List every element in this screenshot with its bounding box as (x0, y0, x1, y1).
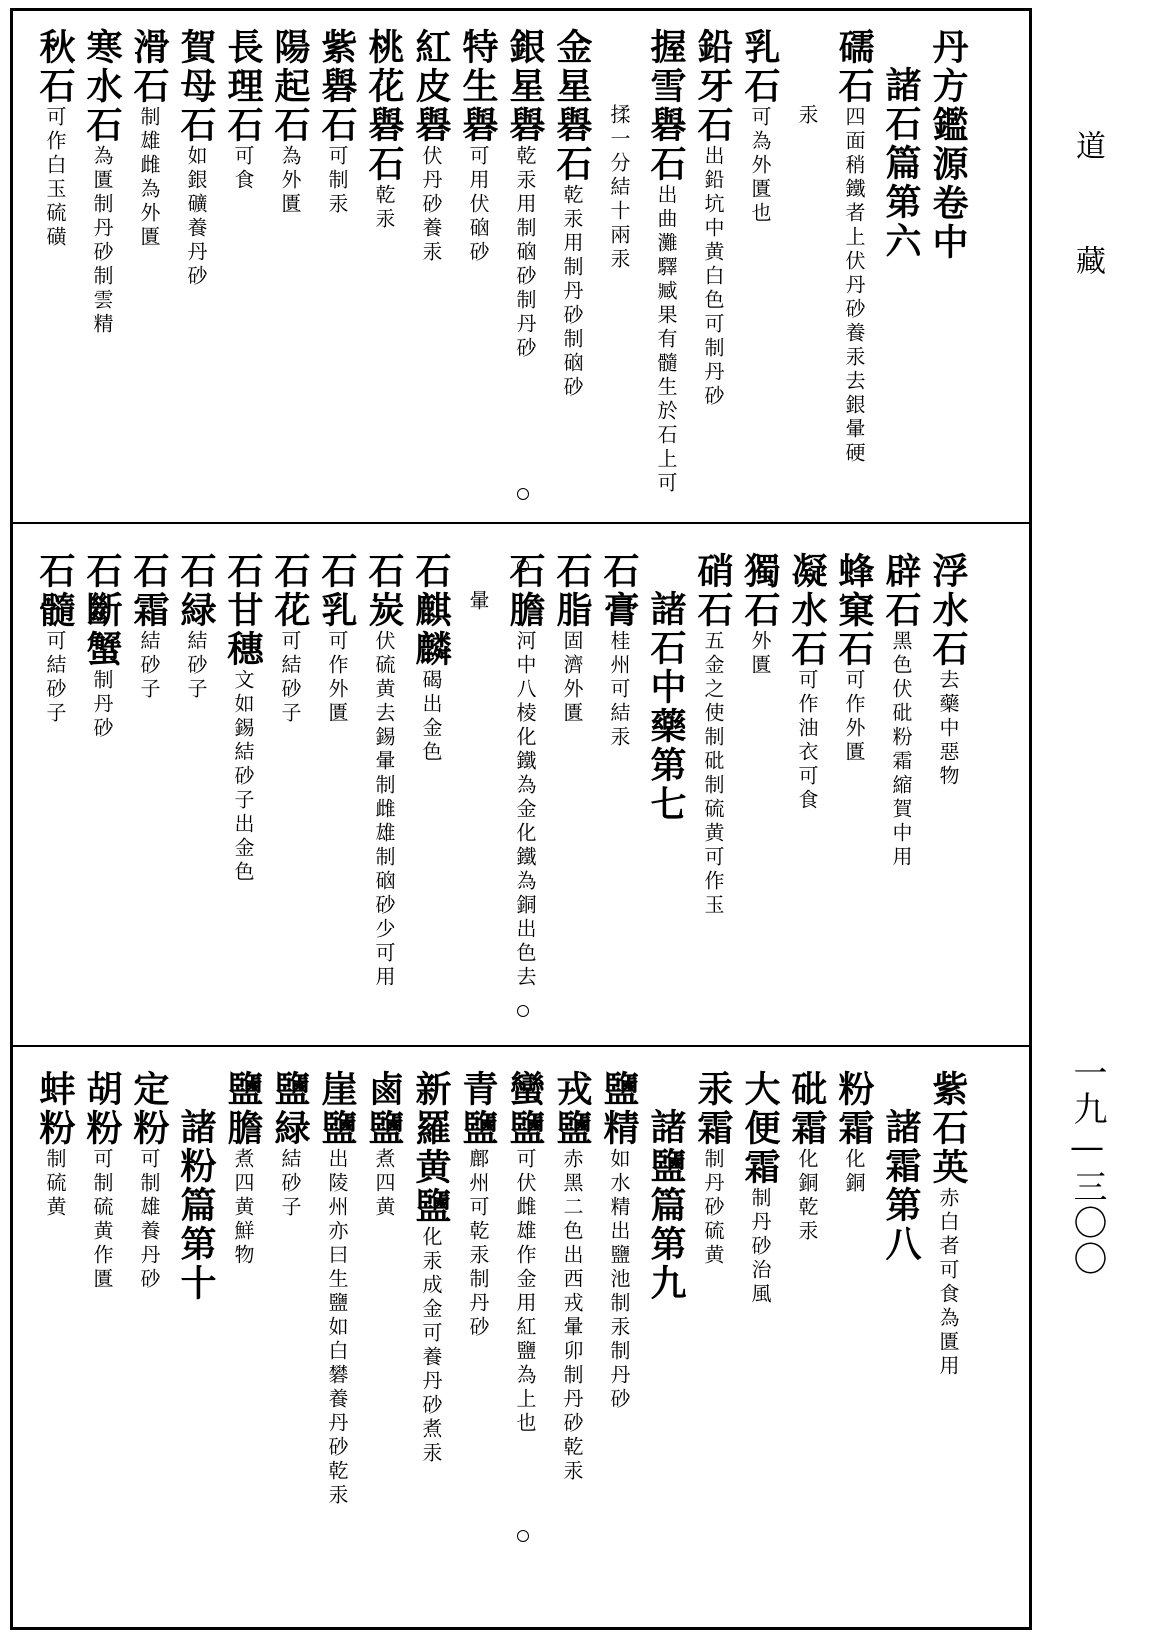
text-column (927, 1070, 969, 1379)
text-column (410, 552, 452, 765)
column-main-text: 蠻鹽 (504, 1070, 546, 1148)
column-annotation: 可制硫黄作匱 (90, 1148, 114, 1292)
column-annotation: 制硫黄 (43, 1148, 67, 1220)
column-main-text: 鹽精 (598, 1070, 640, 1148)
column-main-text: 石斷蟹 (81, 552, 123, 669)
column-annotation: 化銅乾汞 (795, 1148, 819, 1244)
text-column (645, 590, 687, 824)
text-column (363, 1070, 405, 1220)
text-column (34, 1070, 76, 1220)
column-main-text: 乳石 (739, 28, 781, 106)
column-main-text: 桃花礜石 (363, 28, 405, 184)
column-annotation: 可結砂子 (278, 630, 302, 726)
column-main-text: 砒霜 (786, 1070, 828, 1148)
text-column (269, 552, 311, 726)
column-main-text: 青鹽 (457, 1070, 499, 1148)
column-main-text: 石炭 (363, 552, 405, 630)
text-column (457, 28, 499, 265)
column-main-text: 寒水石 (81, 28, 123, 145)
circle-mark (517, 488, 529, 500)
column-annotation: 化銅 (842, 1148, 866, 1196)
column-main-text: 戎鹽 (551, 1070, 593, 1148)
column-main-text: 陽起石 (269, 28, 311, 145)
column-annotation: 結砂子 (137, 630, 161, 702)
text-column (363, 552, 405, 990)
text-column (833, 552, 875, 765)
text-column (551, 552, 593, 726)
text-column (457, 1070, 499, 1340)
column-annotation: 出曲灘驛臧果有髓生於石上可 (654, 184, 678, 496)
column-annotation: 可伏雌雄作金用紅鹽為上也 (513, 1148, 537, 1436)
column-annotation: 煮四黄鮮物 (231, 1148, 255, 1268)
column-annotation: 鄜州可乾汞制丹砂 (466, 1148, 490, 1340)
column-annotation: 固濟外匱 (560, 630, 584, 726)
column-main-text: 諸石篇第六 (880, 66, 922, 261)
column-main-text: 新羅黄鹽 (410, 1070, 452, 1226)
column-annotation: 結砂子 (184, 630, 208, 702)
text-column (789, 104, 825, 128)
column-main-text: 定粉 (128, 1070, 170, 1148)
column-main-text: 浮水石 (927, 552, 969, 669)
text-column (128, 552, 170, 702)
text-column (739, 28, 781, 226)
column-annotation: 桂州可結汞 (607, 630, 631, 750)
column-annotation: 如水精出鹽池制汞制丹砂 (607, 1148, 631, 1412)
column-main-text: 銀星礜 (504, 28, 546, 145)
text-column (269, 28, 311, 217)
panel-divider (10, 522, 1032, 524)
column-annotation: 可作外匱 (325, 630, 349, 726)
text-column (927, 28, 969, 262)
column-annotation: 可作油衣可食 (795, 669, 819, 813)
text-column (316, 1070, 358, 1508)
text-column (692, 552, 734, 918)
text-column (175, 28, 217, 289)
text-column (598, 552, 640, 750)
column-annotation: 如銀礦養丹砂 (184, 145, 208, 289)
column-annotation: 五金之使制砒制硫黄可作玉 (701, 630, 725, 918)
text-column (601, 104, 637, 272)
column-annotation: 煮四黄 (372, 1148, 396, 1220)
column-main-text: 獨石 (739, 552, 781, 630)
text-column (692, 28, 734, 409)
column-annotation: 可制雄養丹砂 (137, 1148, 161, 1292)
column-main-text: 石甘穗 (222, 552, 264, 669)
column-annotation: 可用伏硇砂 (466, 145, 490, 265)
column-annotation: 四面稍鐵者上伏丹砂養汞去銀暈硬 (842, 106, 866, 466)
column-main-text: 賀母石 (175, 28, 217, 145)
column-annotation: 碣出金色 (419, 669, 443, 765)
text-column (645, 28, 687, 496)
column-main-text: 汞霜 (692, 1070, 734, 1148)
text-column (598, 1070, 640, 1412)
text-column (880, 1108, 922, 1264)
text-column (34, 552, 76, 726)
page-number: 一九—三〇〇 (1067, 1055, 1107, 1277)
column-main-text: 諸鹽篇第九 (645, 1108, 687, 1303)
text-column (363, 28, 405, 232)
column-main-text: 蜂窠石 (833, 552, 875, 669)
column-main-text: 硝石 (692, 552, 734, 630)
column-annotation: 制丹砂 (90, 669, 114, 741)
panel-divider (10, 1045, 1032, 1047)
text-column (222, 552, 264, 885)
text-column (692, 1070, 734, 1268)
text-column (128, 1070, 170, 1292)
column-annotation: 揉一分結十兩汞 (607, 104, 631, 272)
column-annotation: 可為外匱也 (748, 106, 772, 226)
column-main-text: 石花 (269, 552, 311, 630)
column-annotation: 制丹砂硫黄 (701, 1148, 725, 1268)
column-annotation: 制丹砂治風 (748, 1187, 772, 1307)
column-main-text: 石髓 (34, 552, 76, 630)
text-column (739, 1070, 781, 1307)
column-annotation: 文如錫結砂子出金色 (231, 669, 255, 885)
column-annotation: 河中八棱化鐵為金化鐵為銅出色去 (513, 630, 537, 990)
column-main-text: 石霜 (128, 552, 170, 630)
text-column (504, 1070, 546, 1436)
margin-label-dao: 道 (1070, 130, 1105, 166)
column-annotation: 為匱制丹砂制雲精 (90, 145, 114, 337)
column-main-text: 蚌粉 (34, 1070, 76, 1148)
text-column (833, 1070, 875, 1196)
column-main-text: 長理石 (222, 28, 264, 145)
column-annotation: 出陵州亦曰生鹽如白礬養丹砂乾汞 (325, 1148, 349, 1508)
circle-mark (517, 1530, 529, 1542)
column-annotation: 可結砂子 (43, 630, 67, 726)
column-main-text: 鉛牙石 (692, 28, 734, 145)
column-main-text: 紅皮礜 (410, 28, 452, 145)
column-main-text: 大便霜 (739, 1070, 781, 1187)
circle-mark (517, 1005, 529, 1017)
column-annotation: 制雄雌為外匱 (137, 106, 161, 250)
column-main-text: 辟石 (880, 552, 922, 630)
circle-mark (517, 560, 529, 572)
column-annotation: 伏硫黄去錫暈制雌雄制硇砂少可用 (372, 630, 396, 990)
column-annotation: 乾汞用制丹砂制硇砂 (560, 184, 584, 400)
column-annotation: 乾汞用制硇砂制丹砂 (513, 145, 537, 361)
column-main-text: 鹵鹽 (363, 1070, 405, 1148)
text-column (504, 552, 546, 990)
column-main-text: 諸粉篇第十 (175, 1108, 217, 1303)
column-annotation: 可食 (231, 145, 255, 193)
column-annotation: 外匱 (748, 630, 772, 678)
text-column (504, 28, 546, 361)
column-main-text: 金星礜石 (551, 28, 593, 184)
text-column (927, 552, 969, 789)
text-column (81, 552, 123, 741)
column-annotation: 黑色伏砒粉霜縮賀中用 (889, 630, 913, 870)
column-main-text: 石緑 (175, 552, 217, 630)
column-annotation: 結砂子 (278, 1148, 302, 1220)
text-column (269, 1070, 311, 1220)
column-annotation: 暈 (466, 590, 490, 614)
text-column (34, 28, 76, 250)
text-column (410, 1070, 452, 1466)
column-main-text: 石膏 (598, 552, 640, 630)
text-column (316, 28, 358, 217)
text-column (81, 1070, 123, 1292)
text-column (128, 28, 170, 250)
column-main-text: 石乳 (316, 552, 358, 630)
text-column (645, 1108, 687, 1303)
circle-mark (517, 40, 529, 52)
column-main-text: 鹽緑 (269, 1070, 311, 1148)
text-column (222, 1070, 264, 1268)
column-main-text: 特生礜 (457, 28, 499, 145)
column-main-text: 紫石英 (927, 1070, 969, 1187)
text-column (175, 552, 217, 702)
column-main-text: 鹽膽 (222, 1070, 264, 1148)
column-main-text: 紫礜石 (316, 28, 358, 145)
column-annotation: 赤黑二色出西戎暈卯制丹砂乾汞 (560, 1148, 584, 1484)
column-main-text: 石脂 (551, 552, 593, 630)
text-column (316, 552, 358, 726)
column-annotation: 化汞成金可養丹砂煮汞 (419, 1226, 443, 1466)
column-annotation: 乾汞 (372, 184, 396, 232)
text-column (786, 1070, 828, 1244)
text-column (880, 552, 922, 870)
column-annotation: 為外匱 (278, 145, 302, 217)
text-column (739, 552, 781, 678)
column-annotation: 去藥中惡物 (936, 669, 960, 789)
column-annotation: 汞 (795, 104, 819, 128)
margin-label-zang: 藏 (1070, 245, 1105, 281)
text-column (880, 66, 922, 261)
column-annotation: 可作外匱 (842, 669, 866, 765)
column-main-text: 滑石 (128, 28, 170, 106)
column-main-text: 石麒麟 (410, 552, 452, 669)
column-main-text: 握雪礜石 (645, 28, 687, 184)
column-main-text: 礝石 (833, 28, 875, 106)
column-main-text: 胡粉 (81, 1070, 123, 1148)
text-column (551, 1070, 593, 1484)
column-main-text: 石膽 (504, 552, 546, 630)
column-annotation: 赤白者可食為匱用 (936, 1187, 960, 1379)
column-annotation: 伏丹砂養汞 (419, 145, 443, 265)
column-annotation: 出鉛坑中黄白色可制丹砂 (701, 145, 725, 409)
column-annotation: 可制汞 (325, 145, 349, 217)
text-column (786, 552, 828, 813)
column-main-text: 丹方鑑源卷中 (927, 28, 969, 262)
column-main-text: 秋石 (34, 28, 76, 106)
text-column (833, 28, 875, 466)
text-column (460, 590, 496, 614)
text-column (222, 28, 264, 193)
column-annotation: 可作白玉硫磺 (43, 106, 67, 250)
column-main-text: 諸石中藥第七 (645, 590, 687, 824)
column-main-text: 凝水石 (786, 552, 828, 669)
column-main-text: 粉霜 (833, 1070, 875, 1148)
text-column (81, 28, 123, 337)
column-main-text: 諸霜第八 (880, 1108, 922, 1264)
text-column (551, 28, 593, 400)
text-column (410, 28, 452, 265)
column-main-text: 崖鹽 (316, 1070, 358, 1148)
text-column (175, 1108, 217, 1303)
